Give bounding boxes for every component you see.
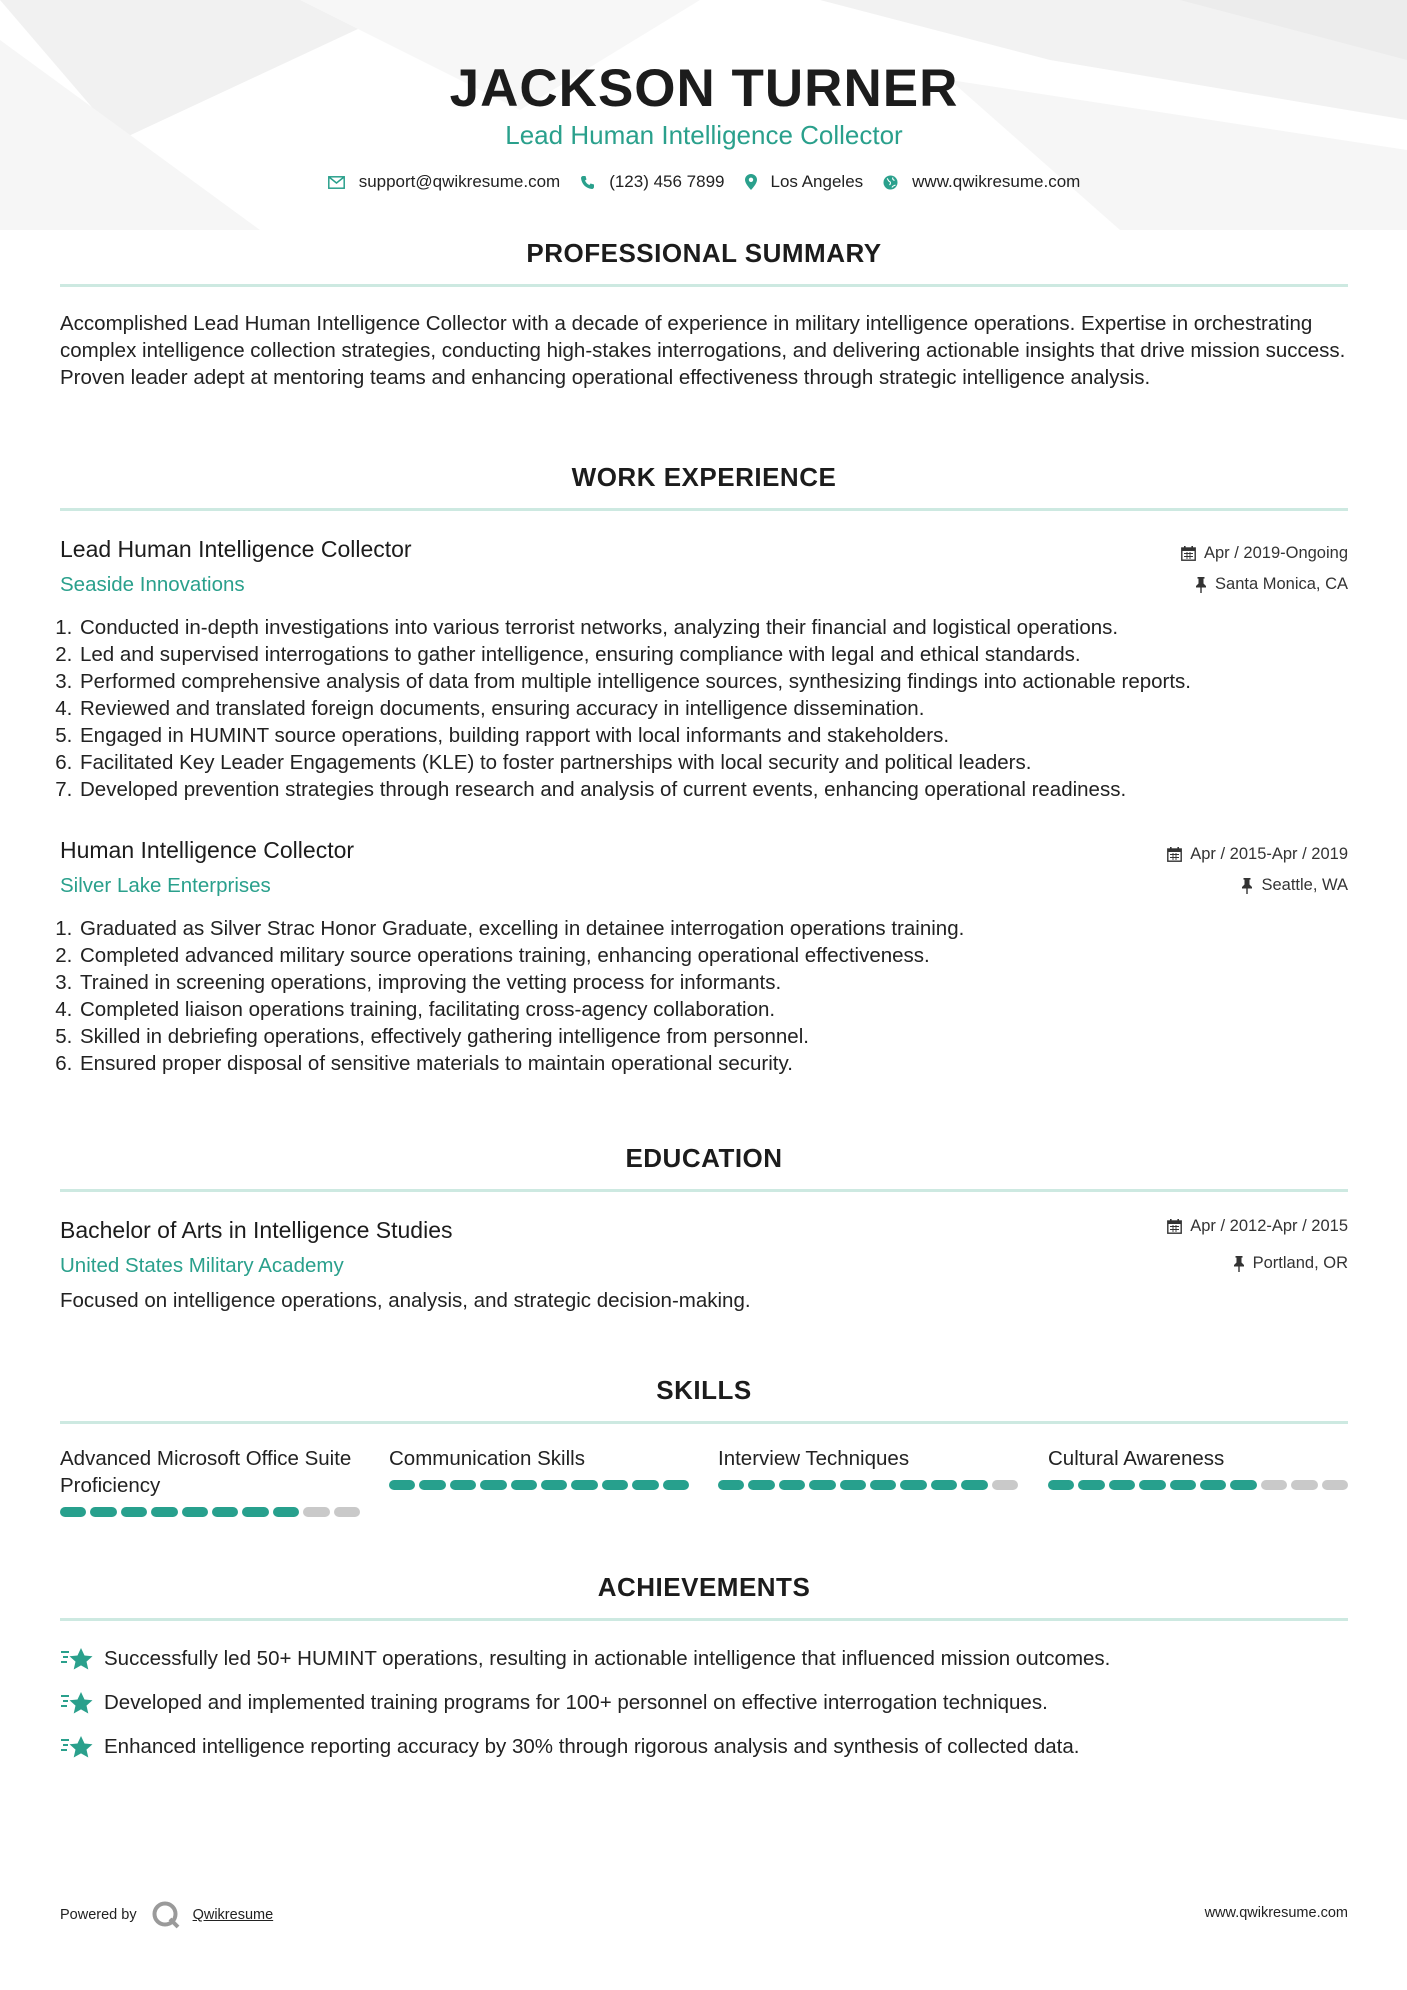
skill-level-bar [1048, 1480, 1348, 1490]
pushpin-icon [1195, 577, 1207, 593]
skill-segment-filled [273, 1507, 299, 1517]
achievements-divider [60, 1618, 1348, 1621]
skill-segment-filled [748, 1480, 774, 1490]
skill-segment-filled [212, 1507, 238, 1517]
summary-divider [60, 284, 1348, 287]
job-responsibilities [60, 915, 1366, 1077]
pushpin-icon [1241, 878, 1253, 894]
list-item: 4. Reviewed and translated foreign documents, ensuring accuracy in intelligence dissemination. [78, 695, 1366, 722]
list-item: 6. Facilitated Key Leader Engagements (KLE) to foster partnerships with local security and political leaders. [78, 749, 1366, 776]
envelope-icon [328, 176, 345, 189]
list-item [60, 1646, 1110, 1672]
experience-divider [60, 508, 1348, 511]
skill-item [718, 1445, 1018, 1490]
education-heading: EDUCATION [625, 1143, 783, 1173]
job-dates-text: Apr / 2015-Apr / 2019 [1190, 845, 1348, 863]
skill-segment-filled [840, 1480, 866, 1490]
star-icon [60, 1690, 94, 1716]
qwikresume-link[interactable]: Qwikresume [192, 1907, 274, 1923]
skill-segment-filled [1200, 1480, 1226, 1490]
achievement-text: Developed and implemented training programs for 100+ personnel on effective interrogation techniques. [104, 1691, 1048, 1714]
contact-email-text: support@qwikresume.com [358, 172, 561, 191]
candidate-name: JACKSON TURNER [449, 59, 959, 118]
skill-segment-filled [809, 1480, 835, 1490]
list-item: 2. Led and supervised interrogations to gather intelligence, ensuring compliance with legal and ethical standards. [78, 641, 1366, 668]
list-item: 3. Trained in screening operations, improving the vetting process for informants. [78, 969, 1366, 996]
list-item: 4. Completed liaison operations training, facilitating cross-agency collaboration. [78, 996, 1366, 1023]
skill-segment-empty [303, 1507, 329, 1517]
star-icon [60, 1734, 94, 1760]
skill-item [60, 1445, 360, 1517]
skill-segment-filled [1048, 1480, 1074, 1490]
skill-segment-filled [541, 1480, 567, 1490]
list-item: 5. Engaged in HUMINT source operations, building rapport with local informants and stakeholders. [78, 722, 1366, 749]
skill-segment-filled [450, 1480, 476, 1490]
calendar-icon [1181, 546, 1196, 561]
skill-segment-filled [663, 1480, 689, 1490]
list-item: 3. Performed comprehensive analysis of data from multiple intelligence sources, synthesizing findings into actionable reports. [78, 668, 1366, 695]
skill-segment-filled [60, 1507, 86, 1517]
candidate-title: Lead Human Intelligence Collector [505, 120, 903, 150]
skills-heading: SKILLS [656, 1375, 752, 1405]
skill-segment-filled [419, 1480, 445, 1490]
list-item: 7. Developed prevention strategies through research and analysis of current events, enhancing operational readiness. [78, 776, 1366, 803]
list-item: 5. Skilled in debriefing operations, effectively gathering intelligence from personnel. [78, 1023, 1366, 1050]
skill-name: Communication Skills [389, 1447, 585, 1470]
job-dates [1181, 544, 1348, 563]
map-pin-icon [745, 174, 757, 190]
education-degree: Bachelor of Arts in Intelligence Studies [60, 1217, 453, 1243]
education-description: Focused on intelligence operations, analysis, and strategic decision-making. [60, 1289, 751, 1312]
contact-email[interactable] [328, 172, 561, 192]
education-location [1233, 1254, 1348, 1273]
skill-segment-filled [389, 1480, 415, 1490]
qwikresume-logo-icon [151, 1900, 181, 1930]
skill-segment-filled [931, 1480, 957, 1490]
skill-segment-filled [182, 1507, 208, 1517]
contact-phone-text: (123) 456 7899 [609, 172, 725, 191]
skill-segment-filled [870, 1480, 896, 1490]
job-title: Human Intelligence Collector [60, 837, 355, 863]
skill-segment-filled [1170, 1480, 1196, 1490]
skill-segment-filled [632, 1480, 658, 1490]
skill-level-bar [60, 1507, 360, 1517]
list-item [60, 1690, 1048, 1716]
phone-icon [580, 175, 595, 190]
contact-phone[interactable] [580, 172, 724, 192]
skill-segment-empty [334, 1507, 360, 1517]
globe-icon [883, 175, 898, 190]
skill-segment-filled [242, 1507, 268, 1517]
powered-by-label: Powered by [60, 1907, 137, 1923]
skill-segment-filled [779, 1480, 805, 1490]
job-title: Lead Human Intelligence Collector [60, 536, 412, 562]
footer-website[interactable]: www.qwikresume.com [1204, 1905, 1348, 1921]
education-school: United States Military Academy [60, 1254, 344, 1277]
experience-heading: WORK EXPERIENCE [571, 462, 837, 492]
skill-level-bar [718, 1480, 1018, 1490]
calendar-icon [1167, 1219, 1182, 1234]
summary-heading: PROFESSIONAL SUMMARY [526, 238, 882, 268]
skill-segment-empty [1291, 1480, 1317, 1490]
job-company: Seaside Innovations [60, 573, 245, 596]
job-location-text: Santa Monica, CA [1215, 575, 1348, 593]
education-divider [60, 1189, 1348, 1192]
job-location [1195, 575, 1348, 594]
skill-segment-filled [511, 1480, 537, 1490]
skill-segment-filled [1078, 1480, 1104, 1490]
contact-bar [60, 172, 1348, 192]
job-company: Silver Lake Enterprises [60, 874, 271, 897]
footer-powered-by [60, 1900, 273, 1930]
skill-segment-filled [1139, 1480, 1165, 1490]
summary-text: Accomplished Lead Human Intelligence Collector with a decade of experience in military intelligence operations. Expertise in orchestrating complex intelligence collection strategies, conducting high-stakes interrogations, and delivering actionable insights that drive mission success. Proven leader adept at mentoring teams and enhancing operational effectiveness through strategic intelligence analysis. [60, 312, 1346, 389]
skill-segment-filled [1230, 1480, 1256, 1490]
list-item: 1. Conducted in-depth investigations into various terrorist networks, analyzing their financial and logistical operations. [78, 614, 1366, 641]
contact-location [745, 172, 864, 192]
contact-website[interactable] [883, 172, 1080, 192]
pushpin-icon [1233, 1256, 1245, 1272]
list-item: 2. Completed advanced military source operations training, enhancing operational effectiveness. [78, 942, 1366, 969]
list-item: 6. Ensured proper disposal of sensitive materials to maintain operational security. [78, 1050, 1366, 1077]
skill-segment-filled [90, 1507, 116, 1517]
education-location-text: Portland, OR [1252, 1254, 1348, 1272]
calendar-icon [1167, 847, 1182, 862]
star-icon [60, 1646, 94, 1672]
skill-segment-filled [1109, 1480, 1135, 1490]
job-dates-text: Apr / 2019-Ongoing [1203, 544, 1348, 562]
skill-segment-filled [151, 1507, 177, 1517]
skill-segment-empty [992, 1480, 1018, 1490]
skill-segment-filled [571, 1480, 597, 1490]
skills-divider [60, 1421, 1348, 1424]
job-location [1241, 876, 1348, 895]
skill-segment-filled [602, 1480, 628, 1490]
list-item [60, 1734, 1079, 1760]
education-dates-text: Apr / 2012-Apr / 2015 [1190, 1217, 1348, 1235]
skill-name: Cultural Awareness [1048, 1447, 1225, 1470]
achievement-text: Successfully led 50+ HUMINT operations, resulting in actionable intelligence that influenced mission outcomes. [104, 1647, 1111, 1670]
skill-segment-filled [900, 1480, 926, 1490]
skill-name: Advanced Microsoft Office Suite Proficiency [60, 1447, 352, 1497]
job-location-text: Seattle, WA [1261, 876, 1348, 894]
skill-segment-filled [718, 1480, 744, 1490]
skill-segment-filled [961, 1480, 987, 1490]
education-dates [1167, 1217, 1348, 1236]
skill-segment-empty [1261, 1480, 1287, 1490]
contact-location-text: Los Angeles [770, 172, 864, 191]
skill-segment-filled [121, 1507, 147, 1517]
skill-item [389, 1445, 689, 1490]
skill-level-bar [389, 1480, 689, 1490]
job-responsibilities [60, 614, 1366, 803]
skill-item [1048, 1445, 1348, 1490]
skill-segment-empty [1322, 1480, 1348, 1490]
achievements-heading: ACHIEVEMENTS [597, 1572, 811, 1602]
list-item: 1. Graduated as Silver Strac Honor Graduate, excelling in detainee interrogation operations training. [78, 915, 1366, 942]
achievement-text: Enhanced intelligence reporting accuracy by 30% through rigorous analysis and synthesis of collected data. [104, 1735, 1080, 1758]
job-dates [1167, 845, 1348, 864]
contact-website-text: www.qwikresume.com [912, 172, 1081, 191]
skill-segment-filled [480, 1480, 506, 1490]
skill-name: Interview Techniques [718, 1447, 910, 1470]
